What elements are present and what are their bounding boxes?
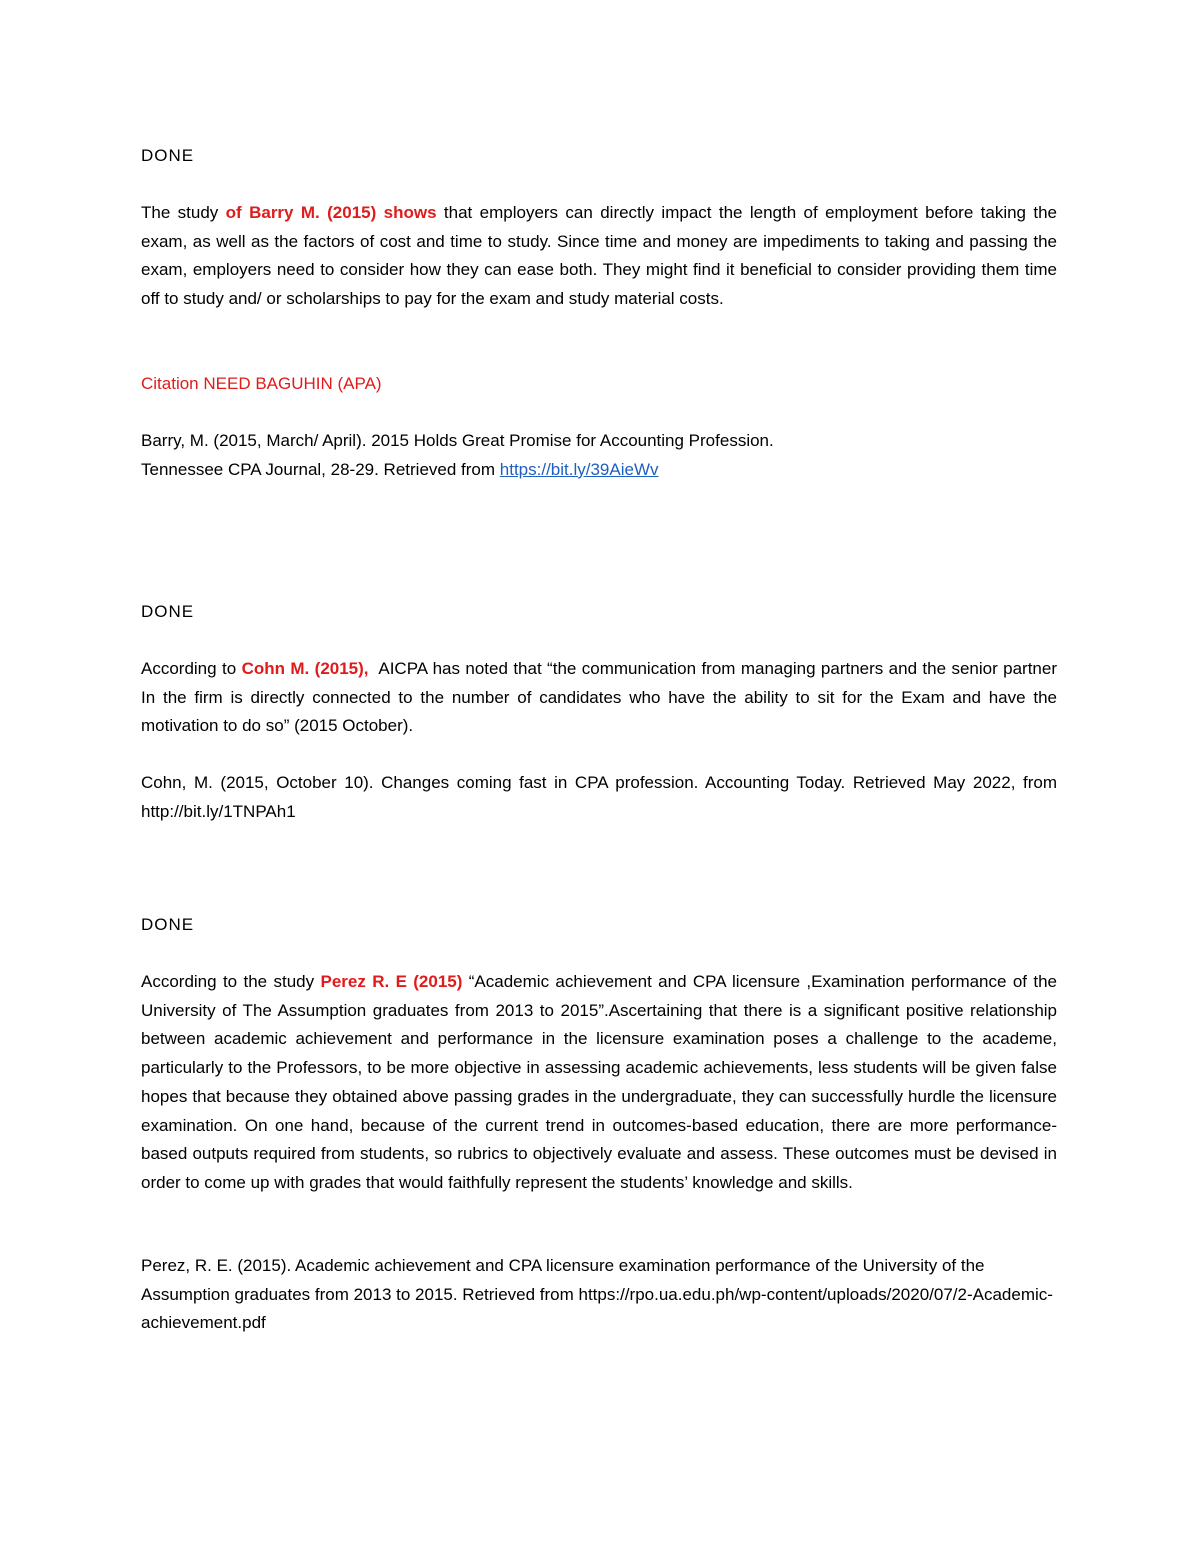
paragraph-barry-body: that employers can directly impact the length of employment before taking the exam, as well as the factors of cost and time to study. Since time and money are impediments to taking and passing the exam, employers need to consider how they can ease both. They might find it beneficial to consider providing them time off to study and/ or scholarships to pay for the exam and study material costs. xyxy=(141,203,1058,309)
reference-barry-line1: Barry, M. (2015, March/ April). 2015 Holds Great Promise for Accounting Profession. xyxy=(141,431,774,450)
citation-barry-highlight: of Barry M. (2015) shows xyxy=(225,203,437,222)
reference-cohn: Cohn, M. (2015, October 10). Changes coming fast in CPA profession. Accounting Today. Retrieved May 2022, from http://bit.ly/1TNPAh1 xyxy=(141,773,1057,821)
reference-perez: Perez, R. E. (2015). Academic achievement and CPA licensure examination performance of the University of the Assumption graduates from 2013 to 2015. Retrieved from https://rpo.ua.edu.ph/wp-content/uploads/2020/07/2-Academic-achievement.pdf xyxy=(141,1256,1053,1333)
paragraph-perez xyxy=(141,968,1057,1198)
paragraph-perez-body: “Academic achievement and CPA licensure ,Examination performance of the University of The Assumption graduates from 2013 to 2015”.Ascertaining that there is a significant positive relationship between academic achievement and performance in the licensure examination poses a challenge to the academe, particularly to the Professors, to be more objective in assessing academic achievements, less students will be given false hopes that because they obtained above passing grades in the undergraduate, they can successfully hurdle the licensure examination. On one hand, because of the current trend in outcomes-based education, there are more performance-based outputs required from students, so rubrics to objectively evaluate and assess. These outcomes must be devised in order to come up with grades that would faithfully represent the students’ knowledge and skills. xyxy=(141,972,1057,1192)
status-label-1: DONE xyxy=(141,146,195,165)
paragraph-barry xyxy=(141,199,1057,314)
reference-barry xyxy=(141,427,1057,484)
status-label-2: DONE xyxy=(141,602,195,621)
citation-note: Citation NEED BAGUHIN (APA) xyxy=(141,374,382,393)
reference-barry-link[interactable]: https://bit.ly/39AieWv xyxy=(499,459,659,479)
citation-cohn-highlight: Cohn M. (2015), xyxy=(241,659,369,678)
paragraph-cohn xyxy=(141,655,1062,741)
citation-perez-highlight: Perez R. E (2015) xyxy=(320,972,463,991)
paragraph-perez-intro: According to the study xyxy=(141,972,321,991)
paragraph-cohn-body: AICPA has noted that “the communication from managing partners and the senior partner In the firm is directly connected to the number of candidates who have the ability to sit for the Exam and have the motivation to do so” (2015 October). xyxy=(141,659,1062,736)
paragraph-barry-intro: The study xyxy=(141,203,226,222)
paragraph-cohn-intro: According to xyxy=(141,659,242,678)
reference-barry-source: Tennessee CPA Journal, 28-29. Retrieved from xyxy=(141,459,500,479)
status-label-3: DONE xyxy=(141,915,195,934)
reference-barry-line2 xyxy=(141,456,1057,485)
